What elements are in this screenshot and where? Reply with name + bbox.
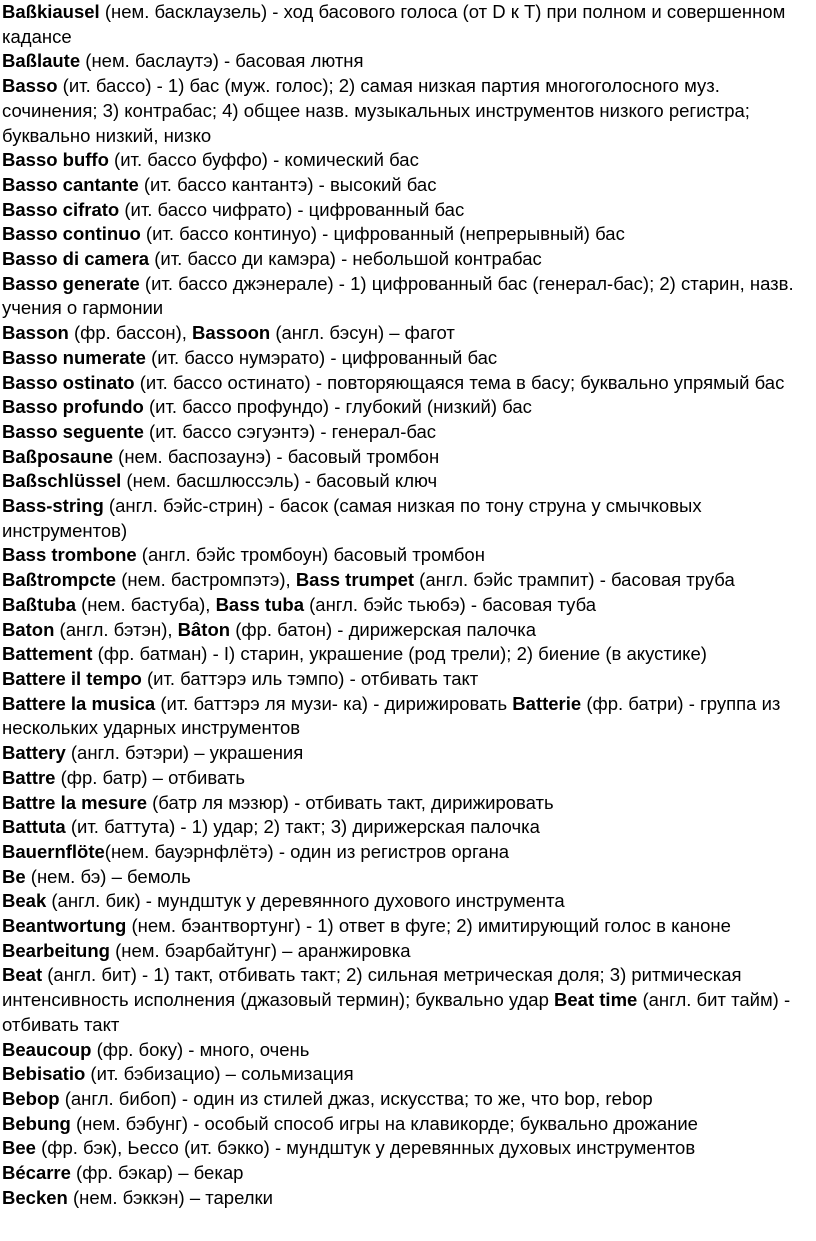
dictionary-entry: [2, 1186, 810, 1211]
entry-definition: (нем. бэ) – бемоль: [25, 865, 191, 887]
entry-definition: (фр. батман) - I) старин, украшение (род трели); 2) биение (в акустике): [92, 643, 707, 665]
entry-term: Battement: [2, 643, 93, 665]
entry-definition: (батр ля мэзюр) - отбивать такт, дирижировать: [146, 791, 554, 813]
dictionary-entry: [2, 963, 810, 1037]
entry-definition: (англ. бэйс тьюбэ) - басовая туба: [303, 593, 597, 615]
dictionary-entry: [2, 840, 810, 865]
entry-definition: (нем. баслаутэ) - басовая лютня: [80, 50, 364, 72]
dictionary-entry: [2, 469, 810, 494]
entry-definition: (ит. бэбизацио) – сольмизация: [85, 1063, 354, 1085]
entry-term: Basso: [2, 75, 58, 97]
entry-term: Bass trumpet: [295, 569, 415, 591]
entry-term: Bâton: [177, 618, 231, 640]
entry-term: Basso continuo: [2, 223, 141, 245]
entry-definition: (ит. бассо остинато) - повторяющаяся тема в басу; буквально упрямый бас: [134, 371, 785, 393]
entry-definition: (англ. бибоп) - один из стилей джаз, искусства; то же, что bop, rebop: [59, 1087, 653, 1109]
entry-definition: (нем. бастуба),: [76, 593, 216, 615]
entry-definition: (англ. бик) - мундштук у деревянного духового инструмента: [46, 890, 565, 912]
entry-term: Baßtrompcte: [2, 569, 117, 591]
entry-definition: (ит. баттэрэ ля музи- ка) - дирижировать: [155, 692, 513, 714]
entry-definition: (ит. бассо кантантэ) - высокий бас: [138, 173, 437, 195]
entry-term: Be: [2, 865, 26, 887]
dictionary-entry: [2, 568, 810, 593]
dictionary-entry: [2, 371, 810, 396]
entry-list: [2, 0, 810, 1210]
entry-term: Basson: [2, 322, 69, 344]
dictionary-entry: [2, 272, 810, 321]
entry-term: Bass trombone: [2, 544, 137, 566]
dictionary-entry: [2, 692, 810, 741]
entry-definition: (нем. басшлюссэль) - басовый ключ: [121, 470, 438, 492]
entry-term: Battre la mesure: [2, 791, 147, 813]
dictionary-entry: [2, 445, 810, 470]
dictionary-entry: [2, 1062, 810, 1087]
entry-term: Batterie: [512, 692, 582, 714]
entry-term: Beat time: [554, 989, 638, 1011]
entry-term: Beat: [2, 964, 43, 986]
entry-term: Baßtuba: [2, 593, 76, 615]
entry-term: Basso numerate: [2, 346, 146, 368]
entry-definition: (фр. бэк), Ьессо (ит. бэкко) - мундштук у деревянных духовых инструментов: [35, 1137, 696, 1159]
entry-term: Bebung: [2, 1112, 71, 1134]
dictionary-entry: [2, 1136, 810, 1161]
entry-definition: (англ. бит тайм) - отбивать такт: [2, 989, 791, 1035]
entry-term: Bee: [2, 1137, 36, 1159]
entry-term: Beaucoup: [2, 1038, 92, 1060]
dictionary-entry: [2, 865, 810, 890]
dictionary-entry: [2, 939, 810, 964]
entry-definition: (фр. батри) - группа из нескольких ударных инструментов: [2, 692, 781, 739]
entry-definition: (фр. боку) - много, очень: [91, 1038, 310, 1060]
dictionary-entry: [2, 420, 810, 445]
entry-definition: (фр. батр) – отбивать: [55, 766, 246, 788]
dictionary-entry: [2, 1161, 810, 1186]
dictionary-entry: [2, 49, 810, 74]
entry-term: Bassoon: [192, 322, 271, 344]
entry-term: Battere il tempo: [2, 667, 142, 689]
entry-term: Bauernflöte: [2, 840, 105, 862]
dictionary-entry: [2, 766, 810, 791]
entry-term: Beak: [2, 890, 47, 912]
entry-term: Basso cifrato: [2, 198, 120, 220]
entry-definition: (ит. бассо профундо) - глубокий (низкий) бас: [143, 396, 532, 418]
dictionary-entry: [2, 889, 810, 914]
entry-term: Battere la musica: [2, 692, 156, 714]
entry-term: Baßposaune: [2, 445, 114, 467]
dictionary-entry: [2, 148, 810, 173]
entry-term: Bécarre: [2, 1162, 71, 1184]
entry-term: Basso ostinato: [2, 371, 135, 393]
entry-definition: (англ. бит) - 1) такт, отбивать такт; 2) сильная метрическая доля; 3) ритмическая интенсивность исполнения (джазовый термин); буквально удар: [2, 964, 742, 1011]
entry-term: Basso buffo: [2, 149, 109, 171]
entry-definition: (ит. бассо ди камэра) - небольшой контрабас: [149, 248, 542, 270]
entry-definition: (англ. бэйс тромбоун) басовый тромбон: [136, 544, 485, 566]
dictionary-entry: [2, 1087, 810, 1112]
entry-definition: (нем. басклаузель) - ход басового голоса (от D к T) при полном и совершенном кадансе: [2, 1, 786, 47]
dictionary-entry: [2, 593, 810, 618]
entry-definition: (ит. баттута) - 1) удар; 2) такт; 3) дирижерская палочка: [65, 816, 540, 838]
entry-term: Basso generate: [2, 272, 140, 294]
dictionary-entry: [2, 321, 810, 346]
entry-term: Beantwortung: [2, 915, 127, 937]
entry-definition: (ит. бассо нумэрато) - цифрованный бас: [145, 346, 498, 368]
entry-definition: (нем. бэбунг) - особый способ игры на клавикорде; буквально дрожание: [70, 1112, 698, 1134]
entry-term: Bebisatio: [2, 1063, 86, 1085]
dictionary-entry: [2, 618, 810, 643]
entry-term: Bass tuba: [215, 593, 304, 615]
entry-definition: (фр. бассон),: [68, 322, 193, 344]
dictionary-entry: [2, 741, 810, 766]
entry-term: Basso di camera: [2, 248, 150, 270]
dictionary-entry: [2, 914, 810, 939]
entry-definition: (ит. баттэрэ иль тэмпо) - отбивать такт: [141, 667, 479, 689]
entry-definition: (фр. батон) - дирижерская палочка: [230, 618, 537, 640]
entry-definition: (нем. бэарбайтунг) – аранжировка: [109, 939, 411, 961]
entry-term: Bebop: [2, 1087, 60, 1109]
entry-definition: (англ. бэйс трампит) - басовая труба: [414, 569, 735, 591]
entry-definition: (нем. бастромпэтэ),: [116, 569, 296, 591]
entry-term: Battery: [2, 742, 66, 764]
entry-term: Bass-string: [2, 495, 104, 517]
entry-term: Bearbeitung: [2, 939, 110, 961]
entry-term: Battuta: [2, 816, 66, 838]
entry-term: Baßlaute: [2, 50, 81, 72]
entry-definition: (англ. бэйс-стрин) - басок (самая низкая по тону струна у смычковых инструментов): [2, 495, 702, 541]
entry-term: Becken: [2, 1186, 68, 1208]
entry-term: Basso seguente: [2, 420, 144, 442]
entry-definition: (фр. бэкар) – бекар: [70, 1162, 244, 1184]
entry-term: Baton: [2, 618, 55, 640]
entry-definition: (ит. бассо буффо) - комический бас: [108, 149, 419, 171]
entry-definition: (ит. бассо чифрато) - цифрованный бас: [119, 198, 465, 220]
dictionary-entry: [2, 667, 810, 692]
entry-term: Baßkiausel: [2, 1, 100, 22]
dictionary-entry: [2, 346, 810, 371]
entry-term: Baßschlüssel: [2, 470, 122, 492]
entry-definition: (ит. бассо континуо) - цифрованный (непрерывный) бас: [140, 223, 625, 245]
dictionary-entry: [2, 1112, 810, 1137]
entry-definition: (ит. бассо сэгуэнтэ) - генерал-бас: [143, 420, 437, 442]
dictionary-entry: [2, 395, 810, 420]
entry-definition: (нем. бауэрнфлётэ) - один из регистров органа: [104, 840, 510, 862]
dictionary-entry: [2, 247, 810, 272]
dictionary-entry: [2, 543, 810, 568]
dictionary-entry: [2, 1038, 810, 1063]
entry-term: Basso cantante: [2, 173, 139, 195]
dictionary-entry: [2, 815, 810, 840]
entry-definition: (нем. бэккэн) – тарелки: [67, 1186, 273, 1208]
dictionary-entry: [2, 222, 810, 247]
entry-term: Basso profundo: [2, 396, 144, 418]
dictionary-entry: [2, 642, 810, 667]
dictionary-entry: [2, 494, 810, 543]
entry-definition: (ит. бассо) - 1) бас (муж. голос); 2) самая низкая партия многоголосного муз. сочинения; 3) контрабас; 4) общее назв. музыкальных инструментов низкого регистра; буквально низкий, низко: [2, 75, 750, 146]
entry-definition: (ит. бассо джэнерале) - 1) цифрованный бас (генерал-бас); 2) старин, назв. учения о гармонии: [2, 272, 794, 319]
dictionary-entry: [2, 198, 810, 223]
entry-term: Battre: [2, 766, 56, 788]
entry-definition: (англ. бэтэри) – украшения: [65, 742, 304, 764]
entry-definition: (англ. бэсун) – фагот: [270, 322, 455, 344]
entry-definition: (нем. бэантвортунг) - 1) ответ в фуге; 2) имитирующий голос в каноне: [126, 915, 731, 937]
dictionary-entry: [2, 74, 810, 148]
dictionary-entry: [2, 0, 810, 49]
entry-definition: (англ. бэтэн),: [54, 618, 178, 640]
dictionary-entry: [2, 791, 810, 816]
dictionary-entry: [2, 173, 810, 198]
entry-definition: (нем. баспозаунэ) - басовый тромбон: [113, 445, 440, 467]
